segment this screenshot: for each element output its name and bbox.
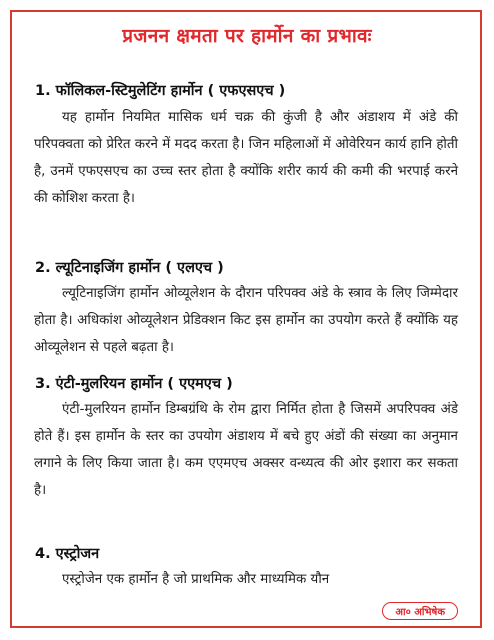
section-heading-amh: 3. एंटी-मुलरियन हार्मोन ( एएमएच ) xyxy=(35,376,233,392)
page-title: प्रजनन क्षमता पर हार्मोन का प्रभावः xyxy=(122,25,372,47)
section-text-amh: एंटी-मुलरियन हार्मोन डिम्बग्रंथि के रोम द्वारा निर्मित होता है जिसमें अपरिपक्व अंडे होते हैं। इस हार्मोन के स्तर का उपयोग अंडाशय में बचे हुए अंडों की संख्या का अनुमान लगाने के लिए किया जाता है। कम एएमएच अक्सर वन्ध्यत्व की ओर इशारा कर सकता है। xyxy=(34,402,458,498)
section-text-fsh: यह हार्मोन नियमित मासिक धर्म चक्र की कुंजी है और अंडाशय में अंडे की परिपक्वता को प्रेरित करने में मदद करता है। जिन महिलाओं में ओवेरियन कार्य हानि होती है, उनमें एफएसएच का उच्च स्तर होता है क्योंकि शरीर कार्य की कमी की भरपाई करने की कोशिश करता है। xyxy=(34,110,458,206)
section-text-lh: ल्यूटिनाइजिंग हार्मोन ओव्यूलेशन के दौरान परिपक्व अंडे के स्त्राव के लिए जिम्मेदार होता है। अधिकांश ओव्यूलेशन प्रेडिक्शन किट इस हार्मोन का उपयोग करते हैं क्योंकि यह ओव्यूलेशन से पहले बढ़ता है। xyxy=(34,286,458,355)
author-signature-badge: आ० अभिषेक xyxy=(382,602,458,620)
section-heading-estrogen: 4. एस्ट्रोजन xyxy=(35,546,100,562)
section-text-estrogen: एस्ट्रोजेन एक हार्मोन है जो प्राथमिक और माध्यमिक यौन xyxy=(62,572,330,587)
section-heading-fsh: 1. फॉलिकल-स्टिमुलेटिंग हार्मोन ( एफएसएच ) xyxy=(35,83,286,99)
section-heading-lh: 2. ल्यूटिनाइजिंग हार्मोन ( एलएच ) xyxy=(35,260,224,276)
